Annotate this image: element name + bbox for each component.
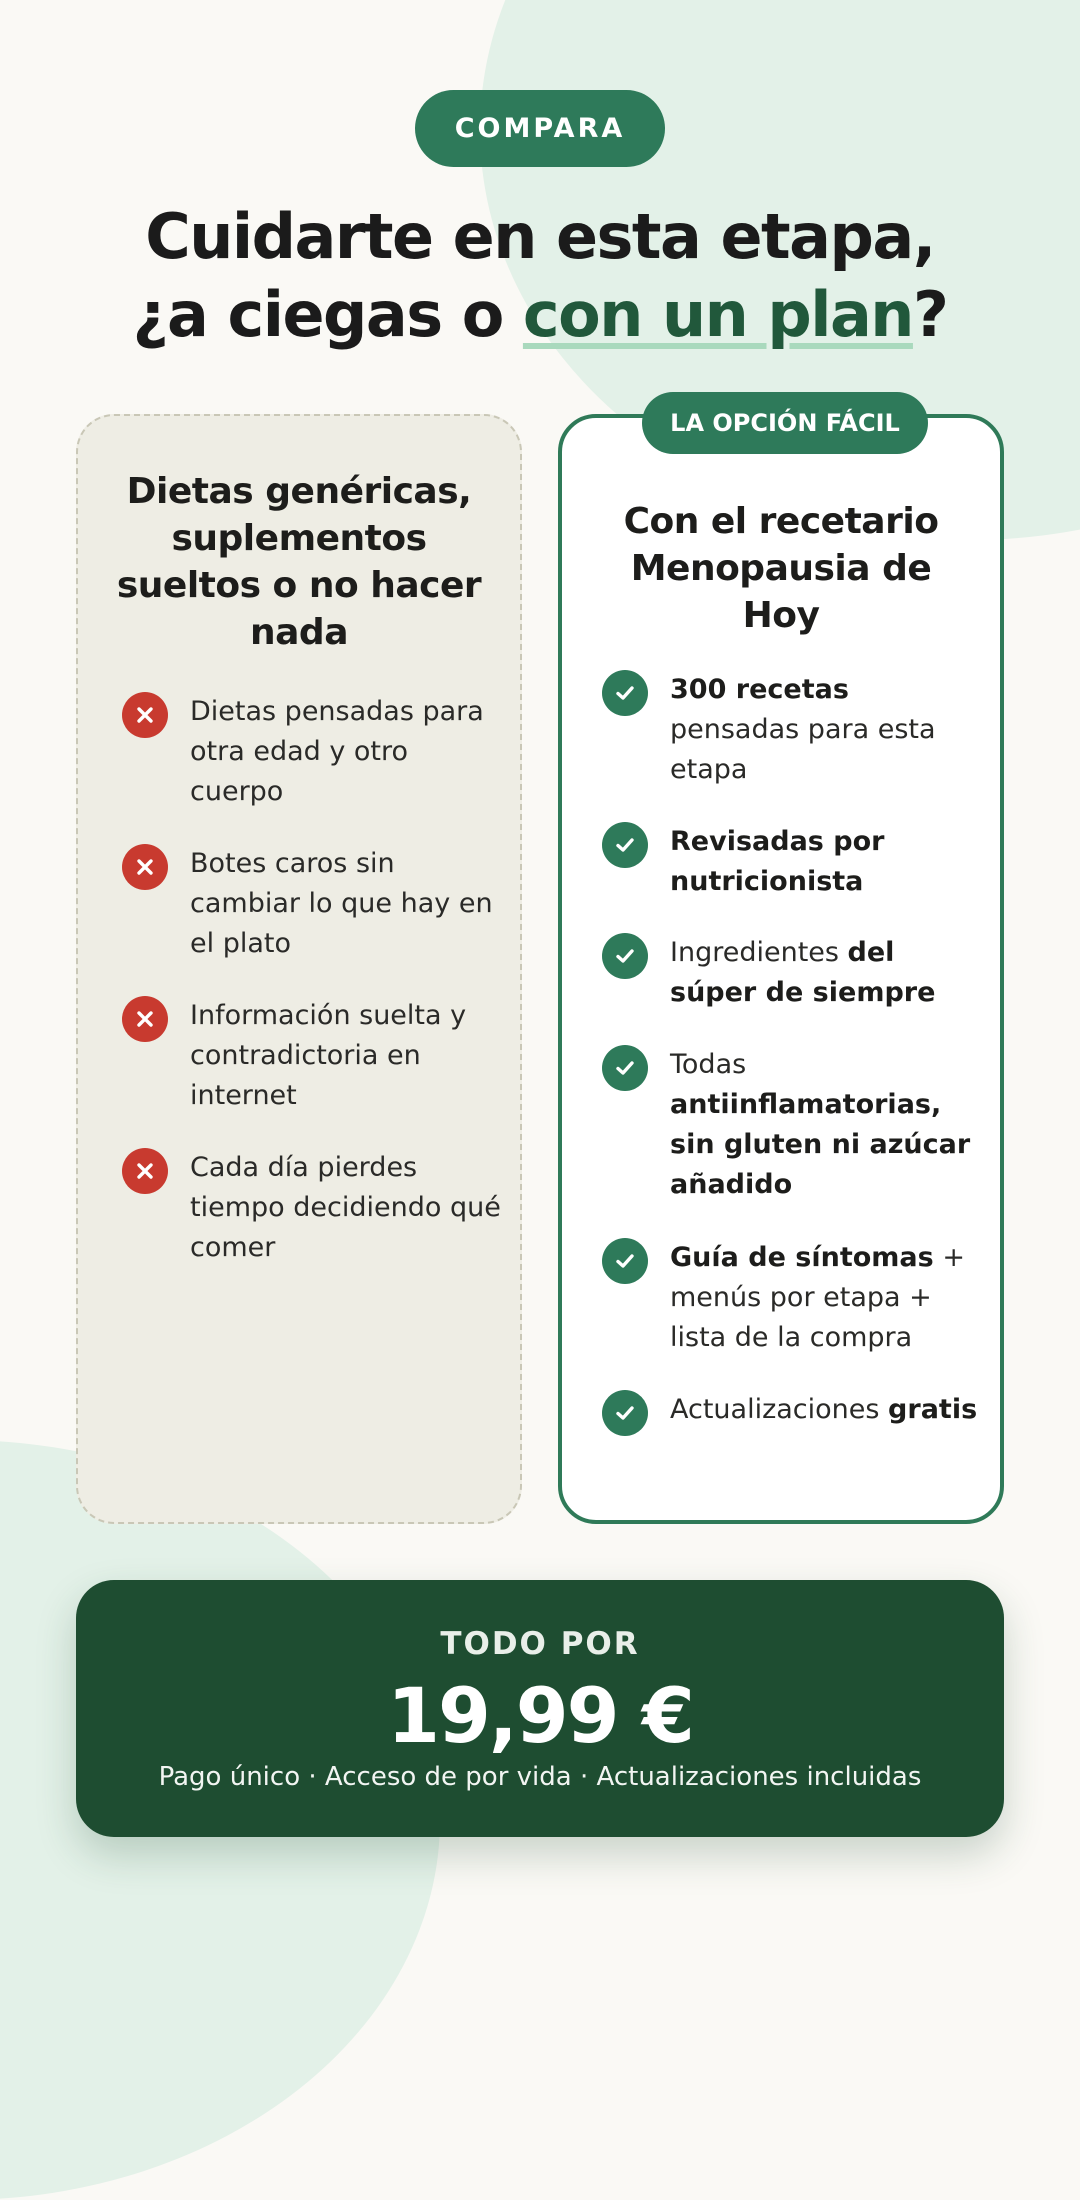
- price-label: TODO POR: [440, 1626, 640, 1662]
- x-icon: [122, 996, 168, 1042]
- list-item-text: Dietas pensadas para otra edad y otro cuerpo: [190, 696, 484, 807]
- check-icon: [602, 822, 648, 868]
- price-subtitle: Pago único · Acceso de por vida · Actualizaciones incluidas: [158, 1762, 922, 1792]
- section-pill: COMPARA: [415, 90, 665, 167]
- page-title: [40, 198, 1040, 354]
- title-line-2-prefix: ¿a ciegas o: [132, 278, 523, 351]
- list-item-text: Actualizaciones gratis: [670, 1394, 978, 1425]
- comparison-card-recetario: [558, 409, 1004, 1524]
- list-item-text: Ingredientes del súper de siempre: [670, 937, 936, 1008]
- price-amount: 19,99 €: [387, 1671, 693, 1760]
- x-icon: [122, 844, 168, 890]
- title-highlight: con un plan: [522, 278, 913, 351]
- list-item-text: Revisadas por nutricionista: [670, 826, 885, 897]
- card-title: Con el recetario Menopausia de Hoy: [623, 501, 939, 636]
- check-icon: [602, 1390, 648, 1436]
- card-title: Dietas genéricas, suplementos sueltos o no hacer nada: [116, 471, 482, 653]
- check-icon: [602, 1045, 648, 1091]
- list-item-text: 300 recetas pensadas para esta etapa: [670, 674, 936, 785]
- check-icon: [602, 670, 648, 716]
- check-icon: [602, 1238, 648, 1284]
- list-item-text: Guía de síntomas + menús por etapa + lista de la compra: [670, 1242, 965, 1353]
- title-line-2-suffix: ?: [912, 278, 948, 351]
- list-item-text: Botes caros sin cambiar lo que hay en el plato: [190, 848, 493, 959]
- price-box: [76, 1580, 1004, 1837]
- list-item-text: Información suelta y contradictoria en internet: [190, 1000, 467, 1111]
- x-icon: [122, 1148, 168, 1194]
- list-item-text: Todas antiinflamatorias, sin gluten ni azúcar añadido: [670, 1049, 971, 1200]
- recommended-badge: LA OPCIÓN FÁCIL: [642, 392, 928, 454]
- x-icon: [122, 692, 168, 738]
- comparison-card-generic: [76, 414, 522, 1524]
- check-icon: [602, 933, 648, 979]
- title-line-1: Cuidarte en esta etapa,: [145, 200, 935, 273]
- list-item-text: Cada día pierdes tiempo decidiendo qué comer: [190, 1152, 501, 1263]
